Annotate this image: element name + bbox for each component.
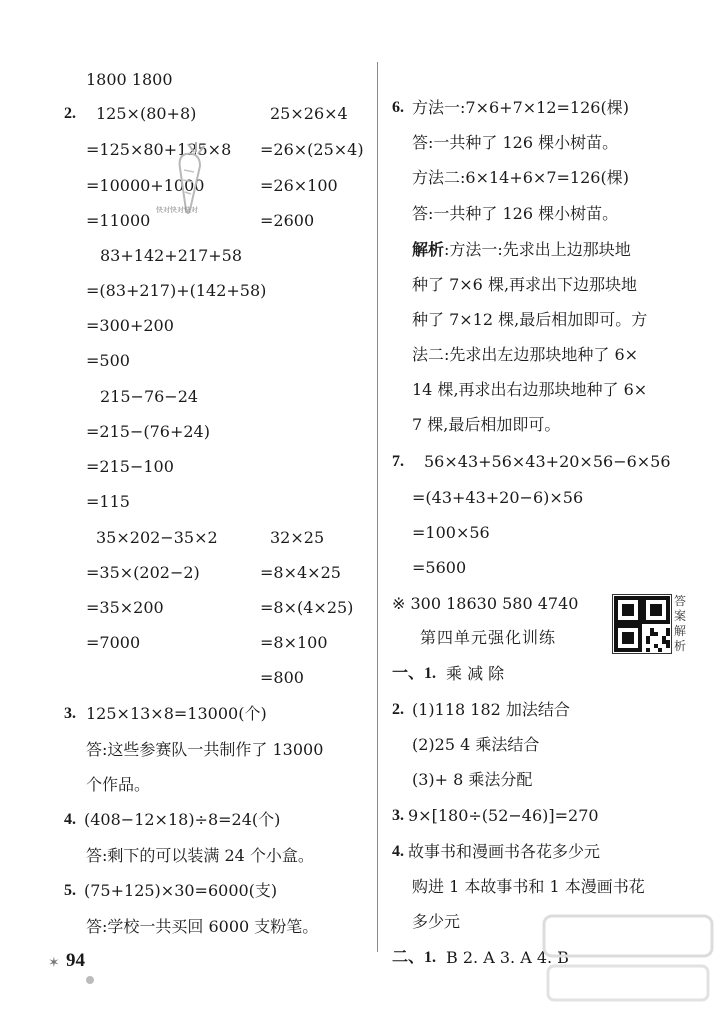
s2-answer-2: (2)25 4 乘法结合: [412, 735, 540, 754]
qr-module: [646, 648, 650, 652]
page-star-icon: ✶: [48, 955, 60, 971]
analysis-text-5: 14 棵,再求出右边那块地种了 6×: [412, 380, 648, 399]
s5-number: 二、1.: [392, 949, 437, 966]
q2-expr-d: 215−76−24: [100, 387, 199, 406]
q5-answer: 答:学校一共买回 6000 支粉笔。: [86, 917, 319, 936]
analysis-label: 解析: [412, 240, 445, 259]
q3-number: 3.: [64, 705, 76, 722]
q2-f-step1: =8×4×25: [260, 563, 341, 582]
s1-answer: 乘 减 除: [446, 664, 505, 683]
q6-analysis: [412, 240, 631, 260]
q2-step2-b: =26×100: [260, 176, 338, 195]
q2-d-step3: =115: [86, 492, 130, 511]
qr-module: [666, 644, 670, 648]
analysis-text-4: 法二:先求出左边那块地种了 6×: [412, 345, 639, 364]
q3-answer-cont: 个作品。: [86, 775, 151, 794]
stamp-text: 快对快对快对: [156, 206, 198, 214]
s3-number: 3.: [392, 807, 404, 824]
q2-f-step2: =8×(4×25): [260, 598, 354, 617]
qr-module: [622, 604, 634, 616]
s4-number: 4.: [392, 843, 404, 860]
q7-step3: =5600: [412, 558, 467, 577]
q2-expr-e: 35×202−35×2: [96, 528, 218, 547]
q6-answer1: 答:一共种了 126 棵小树苗。: [412, 133, 619, 152]
q2-step1-a: =125×80+125×8: [86, 140, 232, 159]
qr-module: [622, 632, 634, 644]
q2-c-step3: =500: [86, 351, 130, 370]
s1-number: 一、1.: [392, 665, 437, 682]
q2-d-step1: =215−(76+24): [86, 422, 210, 441]
qr-module: [650, 604, 662, 616]
q6-method1: 方法一:7×6+7×12=126(棵): [412, 98, 629, 117]
q2-f-step4: =800: [260, 668, 304, 687]
q4-number: 4.: [64, 811, 76, 828]
q2-expr-f: 32×25: [270, 528, 325, 547]
carrot-stamp-icon: [156, 140, 220, 232]
q2-d-step2: =215−100: [86, 457, 174, 476]
analysis-text-2: 种了 7×6 棵,再求出下边那块地: [412, 275, 638, 294]
q6-method2: 方法二:6×14+6×7=126(棵): [412, 168, 629, 187]
s2-number: 2.: [392, 701, 404, 718]
q3-answer: 答:这些参赛队一共制作了 13000: [86, 740, 324, 759]
q5-number: 5.: [64, 882, 76, 899]
watermark-logo-icon: [536, 908, 720, 1010]
s3-answer: 9×[180÷(52−46)]=270: [408, 806, 599, 825]
qr-module: [646, 640, 650, 644]
page-dot-icon: [86, 976, 94, 984]
bonus-answers: ※ 300 18630 580 4740: [392, 594, 579, 613]
analysis-text-3: 种了 7×12 棵,最后相加即可。方: [412, 310, 648, 329]
s5-answer: B 2. A 3. A 4. B: [446, 948, 569, 967]
qr-module: [654, 632, 658, 636]
column-divider: [377, 62, 378, 952]
q4-expr: (408−12×18)÷8=24(个): [84, 810, 281, 829]
q7-number: 7.: [392, 453, 404, 470]
q2-e-step3: =7000: [86, 633, 141, 652]
q5-expr: (75+125)×30=6000(支): [84, 881, 278, 900]
s4-answer-1: 故事书和漫画书各花多少元: [408, 842, 601, 861]
qr-module: [666, 632, 670, 636]
page-number: 94: [66, 950, 85, 971]
q2-step3-b: =2600: [260, 211, 315, 230]
s2-answer-3: (3)+ 8 乘法分配: [412, 770, 533, 789]
analysis-text-6: 7 棵,最后相加即可。: [412, 415, 561, 434]
q2-e-step2: =35×200: [86, 598, 164, 617]
q3-expr: 125×13×8=13000(个): [86, 704, 267, 723]
q2-step3-a: =11000: [86, 211, 151, 230]
s4-answer-2: 购进 1 本故事书和 1 本漫画书花: [412, 877, 645, 896]
unit-title: 第四单元强化训练: [420, 628, 557, 647]
analysis-text-1: :方法一:先求出上边那块地: [444, 240, 631, 259]
s4-answer-3: 多少元: [412, 912, 461, 931]
q2-c-step2: =300+200: [86, 316, 174, 335]
q2-c-step1: =(83+217)+(142+58): [86, 281, 267, 300]
q7-step2: =100×56: [412, 523, 490, 542]
q7-step1: =(43+43+20−6)×56: [412, 488, 584, 507]
q2-expr-c: 83+142+217+58: [100, 246, 243, 265]
q6-answer2: 答:一共种了 126 棵小树苗。: [412, 204, 619, 223]
qr-module: [658, 648, 662, 652]
line-1800: 1800 1800: [86, 70, 173, 89]
q2-step1-b: =26×(25×4): [260, 140, 364, 159]
q2-expr-a: 125×(80+8): [96, 104, 197, 123]
q4-answer: 答:剩下的可以装满 24 个小盒。: [86, 846, 314, 865]
q2-f-step3: =8×100: [260, 633, 328, 652]
q2-number: 2.: [64, 105, 76, 122]
s2-answer-1: (1)118 182 加法结合: [412, 700, 570, 719]
q2-step2-a: =10000+1000: [86, 176, 205, 195]
q2-expr-b: 25×26×4: [270, 104, 348, 123]
qr-caption: 答案解析: [674, 594, 687, 653]
qr-code-icon: [612, 594, 672, 654]
q7-expr: 56×43+56×43+20×56−6×56: [424, 452, 671, 471]
q6-number: 6.: [392, 99, 404, 116]
q2-e-step1: =35×(202−2): [86, 563, 200, 582]
